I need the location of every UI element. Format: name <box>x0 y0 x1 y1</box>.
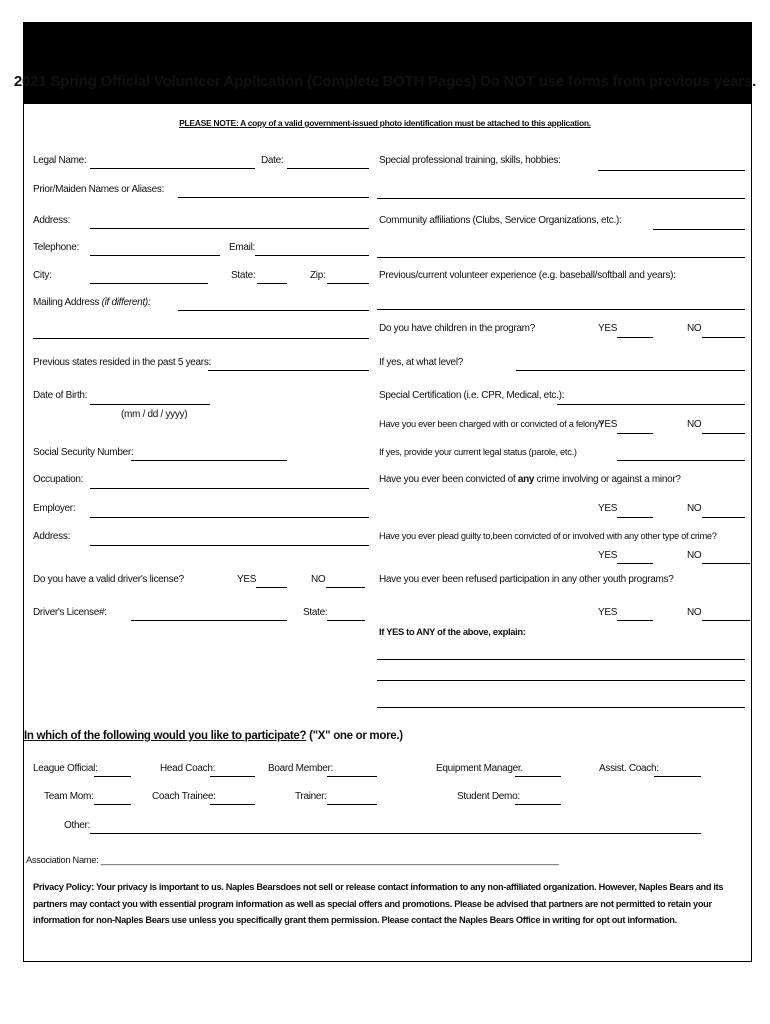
assist-coach-label: Assist. Coach: <box>599 763 659 774</box>
plead-yes-field[interactable] <box>617 563 653 564</box>
previous-states-label: Previous states resided in the past 5 years: <box>33 357 212 368</box>
license-number-label: Driver's License#: <box>33 607 107 618</box>
zip-label: Zip: <box>310 270 326 281</box>
equipment-manager-label: Equipment Manager. <box>436 763 523 774</box>
community-field-2[interactable] <box>377 257 745 258</box>
mailing-address-field-2[interactable] <box>33 338 369 339</box>
date-label: Date: <box>261 155 284 166</box>
community-label: Community affiliations (Clubs, Service Organizations, etc.): <box>379 215 622 226</box>
refused-no-label: NO <box>687 607 702 618</box>
photo-id-note: PLEASE NOTE: A copy of a valid government-issued photo identification must be attached to this application. <box>179 118 591 128</box>
team-mom-label: Team Mom: <box>44 791 94 802</box>
felony-no-field[interactable] <box>702 433 745 434</box>
refused-yes-label: YES <box>598 607 618 618</box>
previous-states-field[interactable] <box>208 370 369 371</box>
license-state-field[interactable] <box>327 620 365 621</box>
trainer-field[interactable] <box>327 804 377 805</box>
other-label: Other: <box>64 820 90 831</box>
minor-yes-field[interactable] <box>617 517 653 518</box>
license-no-field[interactable] <box>326 587 365 588</box>
occupation-field[interactable] <box>90 488 369 489</box>
zip-field[interactable] <box>327 283 369 284</box>
explain-label: If YES to ANY of the above, explain: <box>379 627 526 637</box>
coach-trainee-label: Coach Trainee: <box>152 791 216 802</box>
legal-name-label: Legal Name: <box>33 155 87 166</box>
address-label: Address: <box>33 215 71 226</box>
other-field[interactable] <box>90 833 701 834</box>
association-name-field[interactable]: Association Name: ______________________________________________________________________________________________ <box>26 855 559 865</box>
drivers-license-question: Do you have a valid driver's license? <box>33 574 184 585</box>
children-yes-label: YES <box>598 323 618 334</box>
telephone-field[interactable] <box>90 255 220 256</box>
experience-label: Previous/current volunteer experience (e.g. baseball/softball and years): <box>379 270 676 281</box>
equipment-manager-field[interactable] <box>515 776 561 777</box>
minor-yes-label: YES <box>598 503 618 514</box>
employer-address-label: Address: <box>33 531 71 542</box>
license-no-label: NO <box>311 574 326 585</box>
city-label: City: <box>33 270 52 281</box>
email-field[interactable] <box>255 255 369 256</box>
children-question: Do you have children in the program? <box>379 323 535 334</box>
employer-field[interactable] <box>90 517 369 518</box>
email-label: Email: <box>229 242 255 253</box>
refused-yes-field[interactable] <box>617 620 653 621</box>
minor-no-field[interactable] <box>702 517 745 518</box>
license-yes-label: YES <box>237 574 257 585</box>
prior-names-field[interactable] <box>178 197 369 198</box>
student-demo-label: Student Demo: <box>457 791 520 802</box>
head-coach-field[interactable] <box>210 776 255 777</box>
occupation-label: Occupation: <box>33 474 84 485</box>
explain-field-3[interactable] <box>377 707 745 708</box>
experience-field[interactable] <box>377 309 745 310</box>
training-field[interactable] <box>598 170 745 171</box>
assist-coach-field[interactable] <box>654 776 701 777</box>
community-field[interactable] <box>653 229 745 230</box>
ssn-field[interactable] <box>131 460 287 461</box>
mailing-address-label: Mailing Address (if different): <box>33 297 151 308</box>
children-yes-field[interactable] <box>617 337 653 338</box>
dob-label: Date of Birth: <box>33 390 88 401</box>
training-label: Special professional training, skills, hobbies: <box>379 155 561 166</box>
board-member-label: Board Member: <box>268 763 334 774</box>
plead-no-label: NO <box>687 550 702 561</box>
plead-yes-label: YES <box>598 550 618 561</box>
student-demo-field[interactable] <box>515 804 561 805</box>
license-number-field[interactable] <box>131 620 287 621</box>
children-no-field[interactable] <box>702 337 745 338</box>
license-yes-field[interactable] <box>256 587 287 588</box>
privacy-policy: Privacy Policy: Your privacy is important to us. Naples Bearsdoes not sell or release contact information to any non-affiliated organization. However, Naples Bears and its partners may contact you with essential program information as well as special offers and promotions. Please be advised that partners are not permitted to retain your information for non-Naples Bears use unless you specifically grant them permission. Please contact the Naples Bears Office in writing for opt out information. <box>33 882 724 925</box>
form-title: 2021 Spring Official Volunteer Application (Complete BOTH Pages) Do NOT use forms from previous years. <box>13 73 757 90</box>
minor-no-label: NO <box>687 503 702 514</box>
certification-field[interactable] <box>557 404 745 405</box>
refused-question: Have you ever been refused participation in any other youth programs? <box>379 574 674 585</box>
plead-question: Have you ever plead guilty to,been convicted of or involved with any other type of crime? <box>379 531 717 541</box>
minor-crime-question: Have you ever been convicted of any crime involving or against a minor? <box>379 474 681 485</box>
level-question: If yes, at what level? <box>379 357 464 368</box>
league-official-field[interactable] <box>94 776 131 777</box>
level-field[interactable] <box>516 370 745 371</box>
license-state-label: State: <box>303 607 328 618</box>
prior-names-label: Prior/Maiden Names or Aliases: <box>33 184 165 195</box>
dob-field[interactable] <box>90 404 210 405</box>
felony-no-label: NO <box>687 419 702 430</box>
refused-no-field[interactable] <box>702 620 750 621</box>
felony-yes-label: YES <box>598 419 618 430</box>
participation-heading: In which of the following would you like to participate? ("X" one or more.) <box>24 730 403 742</box>
employer-address-field[interactable] <box>90 545 369 546</box>
state-field[interactable] <box>257 283 287 284</box>
league-official-label: League Official: <box>33 763 98 774</box>
legal-name-field[interactable] <box>90 168 255 169</box>
head-coach-label: Head Coach: <box>160 763 216 774</box>
city-field[interactable] <box>90 283 208 284</box>
mailing-address-field[interactable] <box>178 310 369 311</box>
ssn-label: Social Security Number: <box>33 447 134 458</box>
employer-label: Employer: <box>33 503 76 514</box>
address-field[interactable] <box>90 228 369 229</box>
children-no-label: NO <box>687 323 702 334</box>
felony-question: Have you ever been charged with or convicted of a felony? <box>379 419 604 429</box>
explain-field-2[interactable] <box>377 680 745 681</box>
board-member-field[interactable] <box>327 776 377 777</box>
legal-status-field[interactable] <box>617 460 745 461</box>
trainer-label: Trainer: <box>295 791 327 802</box>
certification-label: Special Certification (i.e. CPR, Medical, etc.): <box>379 390 565 401</box>
explain-field-1[interactable] <box>377 659 745 660</box>
coach-trainee-field[interactable] <box>210 804 255 805</box>
telephone-label: Telephone: <box>33 242 79 253</box>
state-label: State: <box>231 270 256 281</box>
felony-yes-field[interactable] <box>617 433 653 434</box>
date-field[interactable] <box>287 168 369 169</box>
legal-status-label: If yes, provide your current legal status (parole, etc.) <box>379 447 577 457</box>
team-mom-field[interactable] <box>94 804 131 805</box>
dob-format-hint: (mm / dd / yyyy) <box>121 409 188 420</box>
plead-no-field[interactable] <box>702 563 750 564</box>
training-field-2[interactable] <box>377 198 745 199</box>
